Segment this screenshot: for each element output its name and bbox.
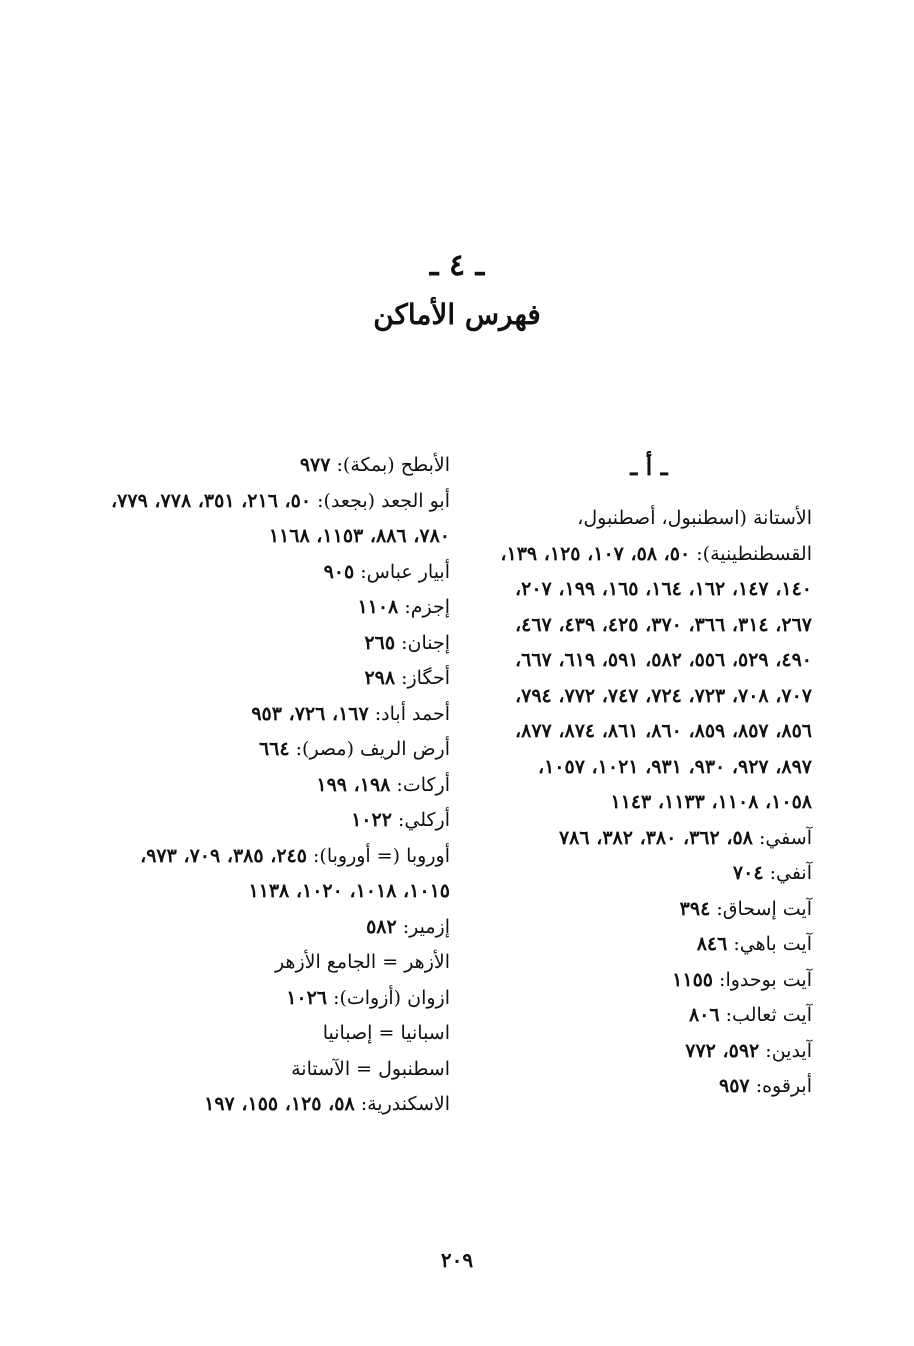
place-name: أحمد أباد:	[374, 702, 450, 725]
page-references: ٢٤٥، ٣٨٥، ٧٠٩، ٩٧٣، ١٠١٥، ١٠١٨، ١٠٢٠، ١١٣٨	[140, 844, 450, 902]
place-name: آيدين:	[765, 1039, 812, 1062]
page-references: ٢٩٨	[364, 667, 396, 689]
index-entry	[100, 945, 450, 981]
right-column	[486, 448, 812, 1105]
place-name: أركلي:	[397, 809, 450, 831]
index-entry	[486, 821, 812, 857]
page-references: ١١٥٥	[672, 968, 713, 991]
section-number: ـ ٤ ـ	[429, 248, 485, 283]
place-name: إجنان:	[401, 631, 450, 654]
page-references: ٥٩٢، ٧٧٢	[685, 1039, 760, 1062]
index-entry	[100, 448, 450, 484]
place-name: آسفي:	[758, 826, 812, 849]
place-name: الأستانة (اسطنبول، أصطنبول، القسطنطينية):	[577, 507, 812, 565]
index-entry	[486, 892, 812, 928]
page-references: ٥٠، ٢١٦، ٣٥١، ٧٧٨، ٧٧٩، ٧٨٠، ٨٨٦، ١١٥٣، ١١٦٨	[111, 489, 450, 547]
page-references: ٢٦٥	[364, 631, 396, 654]
page-references: ١٠٢٢	[351, 809, 392, 831]
index-entry	[100, 697, 450, 733]
page-references: ٩٥٧	[719, 1075, 750, 1097]
page-references: ٩٠٥	[323, 560, 355, 583]
page-references: ٦٦٤	[258, 738, 290, 760]
place-name: أركات:	[396, 773, 450, 796]
page-references: ١١٠٨	[357, 596, 399, 618]
index-entry	[100, 910, 450, 946]
place-name: آنفي:	[769, 862, 812, 884]
index-entry	[100, 803, 450, 839]
index-entry	[100, 590, 450, 626]
index-entry	[486, 998, 812, 1034]
place-name: الأبطح (بمكة):	[336, 454, 450, 476]
index-entry	[486, 856, 812, 892]
index-entry	[486, 963, 812, 999]
place-name: أبرقوه:	[755, 1075, 812, 1097]
page-references: ١٩٨، ١٩٩	[316, 773, 391, 796]
place-name: اسطنبول = الآستانة	[291, 1057, 450, 1080]
page-references: ٨٠٦	[688, 1004, 720, 1026]
index-title: فهرس الأماكن	[373, 298, 541, 331]
index-entry	[100, 1087, 450, 1123]
index-entry	[486, 501, 812, 821]
index-entry	[100, 1052, 450, 1088]
place-name: آيت إسحاق:	[716, 897, 812, 920]
letter-heading: ـ أ ـ	[630, 452, 668, 481]
place-name: ازوان (أزوات):	[333, 986, 450, 1009]
page-references: ٧٠٤	[732, 862, 764, 884]
page-references: ٨٤٦	[696, 933, 728, 955]
place-name: أبيار عباس:	[360, 560, 450, 583]
page-references: ٥٨٢	[366, 915, 397, 938]
index-entry	[100, 768, 450, 804]
index-entry	[100, 626, 450, 662]
left-column	[100, 448, 450, 1123]
index-entry	[100, 555, 450, 591]
place-name: أحگاز:	[401, 667, 450, 689]
place-name: آيت ثعالب:	[725, 1004, 812, 1026]
index-entry	[100, 1016, 450, 1052]
page-references: ١٠٢٦	[286, 986, 328, 1009]
page-references: ٥٨، ٣٦٢، ٣٨٠، ٣٨٢، ٧٨٦	[558, 826, 753, 849]
index-entry	[486, 1034, 812, 1070]
page-references: ٥٠، ٥٨، ١٠٧، ١٢٥، ١٣٩، ١٤٠، ١٤٧، ١٦٢، ١٦٤، ١٦٥، ١٩٩، ٢٠٧، ٢٦٧، ٣١٤، ٣٦٦، ٣٧٠، ٤٢٥، ٤٣٩، ٤٦٧، ٤٩٠، ٥٢٩، ٥٥٦، ٥٨٢، ٥٩١، ٦١٩، ٦٦٧، ٧٠٧، ٧٠٨، ٧٢٣، ٧٢٤، ٧٤٧، ٧٧٢، ٧٩٤، ٨٥٦، ٨٥٧، ٨٥٩، ٨٦٠، ٨٦١، ٨٧٤، ٨٧٧، ٨٩٧، ٩٢٧، ٩٣٠، ٩٣١، ١٠٢١، ١٠٥٧، ١٠٥٨، ١١٠٨، ١١٣٣، ١١٤٣	[500, 542, 812, 813]
index-entry	[100, 661, 450, 697]
page-references: ٩٧٧	[299, 454, 331, 476]
place-name: الاسكندرية:	[360, 1093, 450, 1115]
left-entries	[100, 448, 450, 1123]
place-name: أرض الريف (مصر):	[295, 738, 450, 760]
place-name: إزمير:	[402, 915, 450, 938]
index-entry	[486, 1069, 812, 1105]
place-name: إجزم:	[404, 596, 450, 618]
index-entry	[100, 981, 450, 1017]
place-name: أبو الجعد (بجعد):	[317, 489, 450, 512]
place-name: آيت باهي:	[733, 933, 812, 955]
page-references: ٣٩٤	[679, 897, 711, 920]
page-number: ٢٠٩	[440, 1248, 474, 1272]
place-name: الأزهر = الجامع الأزهر	[274, 951, 450, 973]
page-references: ١٦٧، ٧٢٦، ٩٥٣	[251, 702, 369, 725]
index-entry	[486, 927, 812, 963]
page-references: ٥٨، ١٢٥، ١٥٥، ١٩٧	[204, 1093, 355, 1115]
right-entries	[486, 501, 812, 1105]
index-entry	[100, 839, 450, 910]
place-name: آيت بوحدوا:	[719, 968, 812, 991]
place-name: اسبانيا = إصبانيا	[322, 1022, 450, 1044]
index-entry	[100, 732, 450, 768]
index-entry	[100, 484, 450, 555]
place-name: أوروبا (= أوروبا):	[313, 844, 450, 867]
